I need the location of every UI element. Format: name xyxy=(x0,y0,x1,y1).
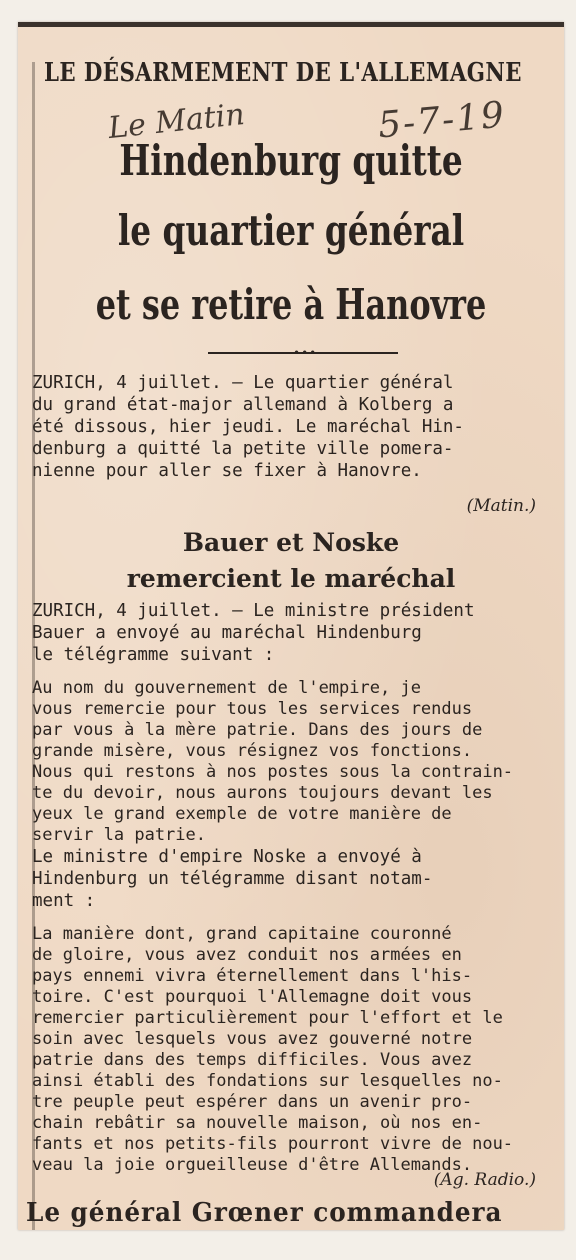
paragraph-zurich-1: ZURICH, 4 juillet. — Le quartier général du grand état-major allemand à Kolberg a été dissous, hier jeudi. Le maréchal Hin- denburg a quitté la petite ville pomera- nienne pour aller se fixer à Hanovre. xyxy=(32,373,464,481)
handwritten-source: Le Matin xyxy=(106,96,247,147)
paragraph-zurich-2: ZURICH, 4 juillet. — Le ministre président Bauer a envoyé au maréchal Hindenburg le télégramme suivant : xyxy=(32,601,475,665)
ornamental-rule-dots: ••• xyxy=(293,346,318,360)
paragraph-noske: Le ministre d'empire Noske a envoyé à Hindenburg un télégramme disant notam- ment : xyxy=(32,847,433,911)
headline-line-1: Hindenburg quitte xyxy=(119,136,463,185)
source-attribution-matin: (Matin.) xyxy=(466,496,536,516)
subheadline-line-2: remercient le maréchal xyxy=(126,564,456,593)
subheadline-line-1: Bauer et Noske xyxy=(182,528,400,557)
telegram-noske: La manière dont, grand capitaine couronné de gloire, vous avez conduit nos armées en pays ennemi vivra éternellement dans l'his- toire. C'est pourquoi l'Allemagne doit vous remercier particulièrement pour l'effort et le soin avec lesquels vous avez gouverné notre patrie dans des temps difficiles. Vous avez ainsi établi des fondations sur lesquelles no- tre peuple peut espérer dans un avenir pro- chain rebâtir sa nouvelle maison, où nos en- fants et nos petits-fils pourront vivre de nou- veau la joie orgueilleuse d'être Allemands. xyxy=(32,924,514,1175)
newspaper-clipping xyxy=(18,22,564,1230)
handwritten-date: 5-7-19 xyxy=(376,94,508,147)
headline-line-2: le quartier général xyxy=(117,206,465,255)
headline-line-3: et se retire à Hanovre xyxy=(95,280,487,329)
kicker-heading: LE DÉSARMEMENT DE L'ALLEMAGNE xyxy=(44,58,522,88)
next-article-headline: Le général Grœner commandera xyxy=(26,1198,503,1228)
source-attribution-radio: (Ag. Radio.) xyxy=(433,1170,536,1190)
telegram-bauer: Au nom du gouvernement de l'empire, je vous remercie pour tous les services rendus par vous à la mère patrie. Dans des jours de grande misère, vous résignez vos fonctions. Nous qui restons à nos postes sous la contrain- te du devoir, nous aurons toujours devant les yeux le grand exemple de votre manière de servir la patrie. xyxy=(32,678,514,845)
